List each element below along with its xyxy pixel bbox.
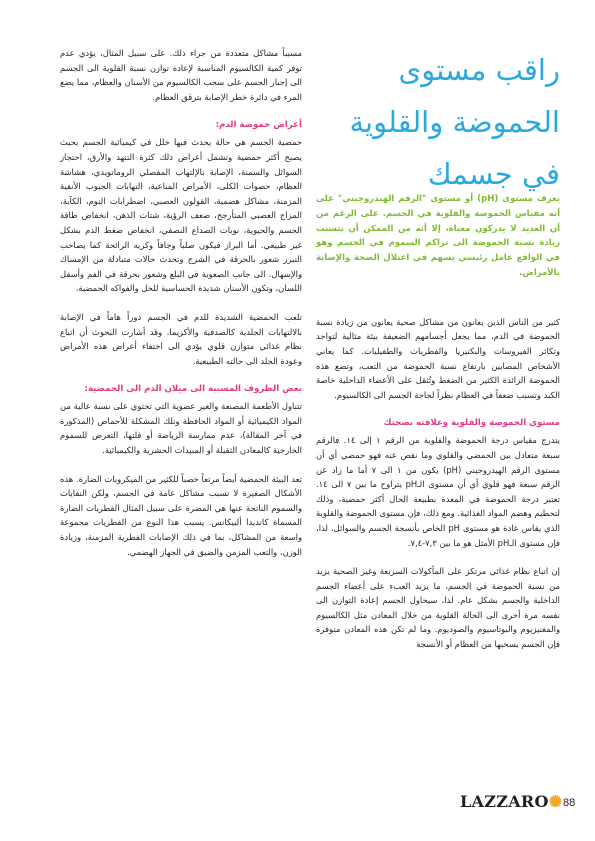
article-column-right <box>316 192 560 666</box>
article-column-left <box>60 46 302 573</box>
brand-logo <box>458 792 565 811</box>
section-heading-symptoms: أعراض حموضة الدم: <box>215 120 302 131</box>
section-heading-causes: بعض الظروف المسببة الى ميلان الدم الى الحمضية: <box>84 384 302 395</box>
body-paragraph: يتدرج مقياس درجة الحموضة والقلوية من الرقم ١ إلى ١٤. فالرقم سبعة متعادل بين الحمضي والقلوي وما نقص عنه فهو حمضي أي أن مستوى الرقم الهيدروجيني (pH) يكون من ١ الى ٧ أما ما زاد عن الرقم سبعة فهو قلوي أي أن مستوى الـpH يتراوح ما بين ٧ الى ١٤. تعتبر درجة الحموضة في المعدة بطبيعة الحال أكثر حمضية، وذلك لتحطيم وهضم المواد الغذائية. ومع ذلك، فإن مستوى الحموضة والقلوية الذي يقاس عادة هو مستوى pH الخاص بأنسجة الجسم والسوائل. لذا، فإن مستوى الـpH الأمثل هو ما بين ٧,٣-٧,٤. <box>316 435 560 548</box>
body-paragraph: تتناول الأطعمة المصنعة والغير عضوية التي تحتوي على نسبة عالية من المواد الكيميائية أو المواد الحافظة وتلك المشكلة للأحماض (المذكورة في آخر المقالة)، عدم ممارسة الرياضة أو قلتها، التعرض للسموم الخارجية كالمعادن الثقيلة أو المبيدات الحشرية والكيميائية. <box>60 401 302 456</box>
page-number: 88 <box>563 797 576 809</box>
body-paragraph: حمضية الجسم هي حالة يحدث فيها خلل في كيميائية الجسم بحيث يصبح أكثر حمضية وتشمل أعراض ذلك كثرة التنهد والأرق، احتجاز السوائل والسمنة، الإصابة بالإلتهاب المفصلي الروماتويدي، هشاشة العظام، حصوات الكلى، الأمراض المناعية، التهابات الجيوب الأنفية المزمنة، مشاكل هضمية، القولون العصبي، اضطرابات النوم، الكآبة، المزاج العصبي المتأرجح، ضعف الرؤية، شتات الذهن، انخفاض طاقة الجسم والحيوية، نوبات الصداع النصفي، انخفاض ضغط الدم بشكل غير طبيعي. أما البراز فيكون صلباً وجافاً وكريه الرائحة كما يصاحب التبرز شعور بالحرقة في الشرج وتحدث حالات متبادلة من الإمساك والإسهال. الى جانب الصعوبة في البلع وشعور بحرقة في الفم وأسفل اللسان، وتكون الأسنان شديدة الحساسية للخل والفواكه الحمضية. <box>60 137 302 294</box>
body-paragraph: كثير من الناس الذين يعانون من مشاكل صحية يعانون من زيادة نسبة الحموضة في الدم، مما يجعل أجسامهم الضعيفة بيئة مثالية لتواجد وتكاثر الفيروسات والبكتيريا والفطريات والطفيليات. كما يعاني الأشخاص المصابين بارتفاع نسبة الحموضة من التعب، وتضع هذه الحموضة الزائدة الكثير من الضغط وتُثقل على الأعضاء الداخلية خاصة الكبد وتسبب ضعفاً في العظام نظراً لحاجة الجسم الى الكالسيوم. <box>316 316 560 400</box>
page-title: راقب مستوى الحموضة والقلوية في جسمك <box>349 53 560 191</box>
body-paragraph: تلعب الحمضية الشديدة للدم في الجسم دوراً هاماً في الإصابة بالالتهابات الجلدية كالصدفية والأكزيما. وقد أشارت البحوث أن اتباع نظام غذائي متوازن قلوي يؤدي الى اختفاء أعراض هذه الأمراض وعودة الجلد الى حالته الطبيعية. <box>60 311 302 366</box>
intro-paragraph: يعرف مستوى (pH) أو مستوى "الرقم الهيدروجيني" على أنه مقياس الحموضة والقلوية في الجسم. على الرغم من أن العديد لا يدركون معناه، إلا أنه من الممكن أن تتسبب زيادة نسبة الحموضة الى تراكم السموم في الجسم وهو في الواقع عامل رئيسي يسهم في اعتلال الصحة والإصابة بالأمراض. <box>316 194 560 278</box>
brand-logo-text: LAZZARO <box>460 792 549 811</box>
body-paragraph: تعد البيئة الحمضية أيضاً مرتعاً خصباً للكثير من الميكروبات الضارة. هذه الأشكال الصغيرة لا تسبب مشاكل عامة في الجسم، ولكن النفايات والسموم الناتجة عنها هي المضرة على سبيل المثال الفطريات الضارة المسماة كانديدا ألبيكانس. يسبب هذا النوع من الفطريات مجموعة واسعة من المشاكل، بما في ذلك الإصابات الفطرية المزمنة، وزيادة الوزن، والتعب المزمن والضيق في الجهاز الهضمي. <box>60 473 302 557</box>
sun-icon: ✺ <box>548 792 563 811</box>
section-heading-scale: مستوى الحموضة والقلوية وعلاقته بصحتك <box>383 418 560 429</box>
body-paragraph: مسبباً مشاكل متعددة من جراء ذلك. على سبيل المثال، يؤدي عدم توفر كمية الكالسيوم المناسبة لإعادة توازن نسبة القلوية الى الجسم الى إجبار الجسم على سحب الكالسيوم من الأسنان والعظام، مما يضع المرء في دائرة خطر الإصابة بترقق العظام. <box>60 48 302 102</box>
body-paragraph: إن اتباع نظام غذائي مرتكز على المأكولات السريعة وغير الصحية يزيد من نسبة الحموضة في الجسم، ما يزيد العبء على أعضاء الجسم الداخلية والجسم بشكل عام. لذا، سيحاول الجسم إعادة التوازن الى نفسه مرة أخرى الى الحالة القلوية من خلال المعادن مثل الكالسيوم والمغنيزيوم والبوتاسيوم والصوديوم. وما لم تكن هذه المعادن متوفرة فإن الجسم يسحبها من العظام أو الأنسجة <box>316 566 560 650</box>
